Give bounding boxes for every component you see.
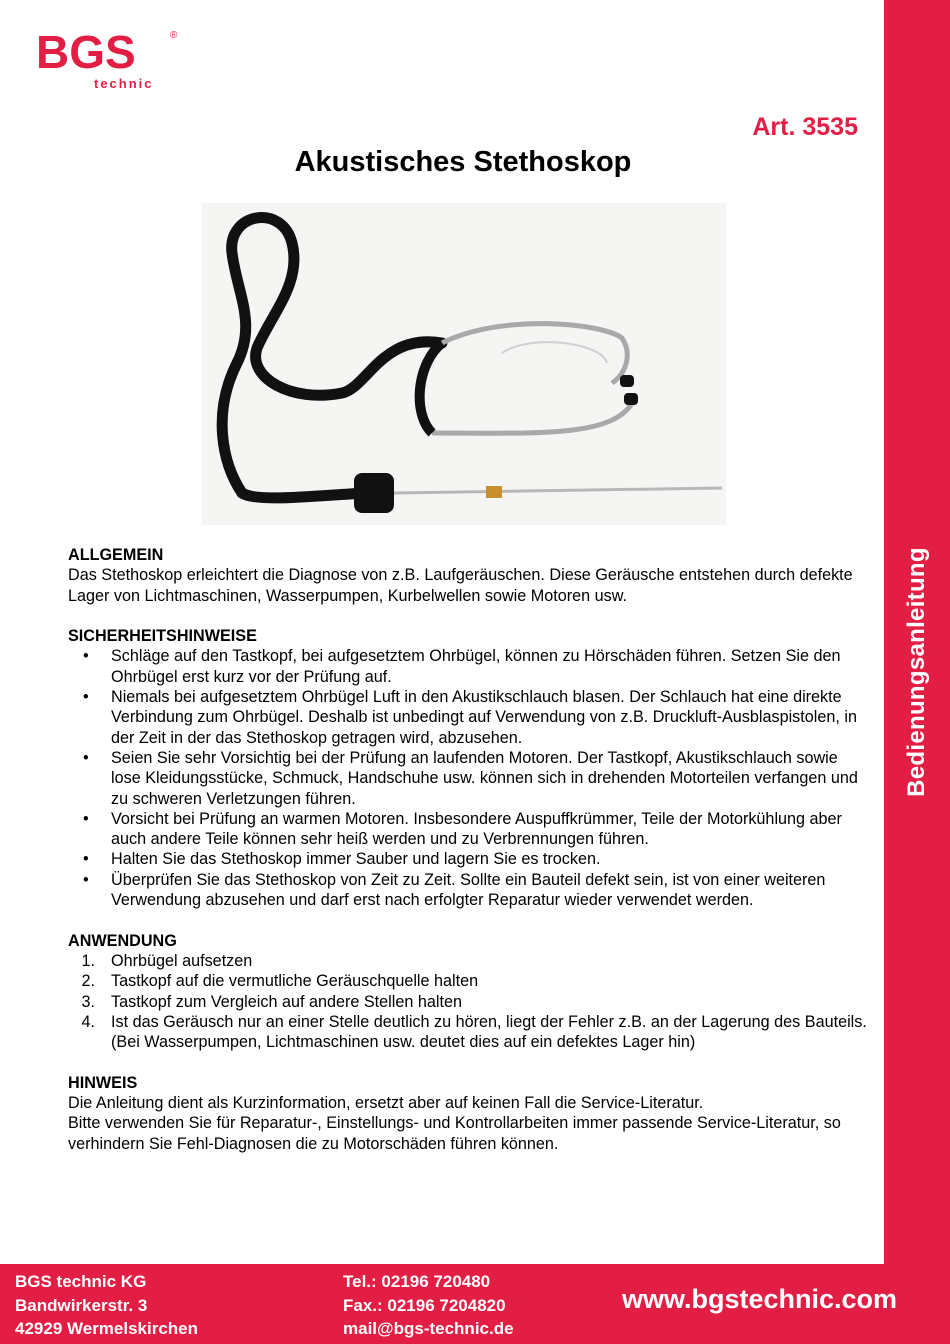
list-item-text: Vorsicht bei Prüfung an warmen Motoren. Insbesondere Auspuffkrümmer, Teile der Motorkühlung aber auch andere Teile können sehr heiß werden und zu Verbrennungen führen. — [111, 809, 842, 849]
list-item-text: Seien Sie sehr Vorsichtig bei der Prüfung an laufenden Motoren. Der Tastkopf, Akustikschlauch sowie lose Kleidungsstücke, Schmuck, Handschuhe usw. können sich in drehenden Motorteilen verfangen und zu schweren Verletzungen führen. — [111, 748, 858, 808]
footer-email-link[interactable]: mail@bgs-technic.de — [343, 1319, 514, 1338]
step-text: Tastkopf zum Vergleich auf andere Stellen halten — [111, 992, 462, 1011]
list-item — [68, 992, 868, 1012]
general-text: Das Stethoskop erleichtert die Diagnose von z.B. Laufgeräuschen. Diese Geräusche entstehen durch defekte Lager von Lichtmaschinen, Wasserpumpen, Kurbelwellen sowie Motoren usw. — [68, 566, 853, 605]
list-item — [68, 971, 868, 991]
list-item — [68, 646, 868, 687]
bullet-icon: • — [83, 688, 89, 707]
safety-list — [68, 646, 868, 910]
ear-tip-icon — [624, 393, 638, 405]
list-item — [68, 849, 868, 869]
footer-phone: Tel.: 02196 720480 — [343, 1272, 491, 1291]
tube-icon — [222, 218, 442, 493]
footer-website-link[interactable]: www.bgstechnic.com — [622, 1284, 898, 1314]
bullet-icon: • — [83, 809, 89, 828]
bullet-icon: • — [83, 850, 89, 869]
bullet-icon: • — [83, 870, 89, 889]
list-item — [68, 1012, 868, 1053]
footer — [0, 1264, 950, 1344]
list-item — [68, 870, 868, 911]
list-item-text: Schläge auf den Tastkopf, bei aufgesetztem Ohrbügel, können zu Hörschäden führen. Setzen Sie den Ohrbügel erst kurz vor der Prüfung auf. — [111, 647, 841, 686]
section-usage — [68, 931, 868, 1053]
article-number: Art. 3535 — [752, 113, 858, 141]
logo-text: BGS — [36, 26, 136, 78]
section-note — [68, 1073, 868, 1154]
ear-spring-icon — [502, 342, 607, 363]
stethoscope-illustration — [202, 203, 726, 525]
list-item-text: Niemals bei aufgesetztem Ohrbügel Luft in den Akustikschlauch blasen. Der Schlauch hat eine direkte Verbindung zum Ohrbügel. Deshalb ist unbedingt auf Verwendung von z.B. Druckluft-Ausblaspistolen, in der Zeit in der das Stethoskop getragen wird, abzusehen. — [111, 688, 857, 747]
list-item — [68, 748, 868, 809]
footer-street: Bandwirkerstr. 3 — [15, 1295, 148, 1315]
probe-rod-icon — [394, 488, 722, 493]
note-line-1: Die Anleitung dient als Kurzinformation, ersetzt aber auf keinen Fall die Service-Literatur. — [68, 1094, 704, 1113]
product-image — [202, 203, 726, 525]
heading-note: HINWEIS — [68, 1073, 138, 1092]
section-safety — [68, 626, 868, 910]
footer-company: BGS technic KG — [15, 1272, 147, 1291]
footer-fax: Fax.: 02196 7204820 — [343, 1295, 506, 1315]
ear-tip-icon — [620, 375, 634, 387]
page-title: Akustisches Stethoskop — [294, 146, 632, 178]
step-number: 3. — [81, 992, 95, 1011]
footer-city: 42929 Wermelskirchen — [15, 1319, 199, 1338]
heading-safety: SICHERHEITSHINWEISE — [68, 627, 257, 646]
footer-contact — [343, 1270, 514, 1341]
step-text: Ohrbügel aufsetzen — [111, 951, 253, 970]
probe-head-icon — [354, 473, 394, 513]
heading-general: ALLGEMEIN — [68, 546, 164, 564]
list-item-text: Überprüfen Sie das Stethoskop von Zeit zu Zeit. Sollte ein Bauteil defekt sein, ist von einer weiteren Verwendung abzusehen und darf erst nach erfolgter Reparatur wieder verwendet werden. — [111, 870, 826, 910]
bullet-icon: • — [83, 748, 89, 767]
tube-end-icon — [242, 493, 367, 498]
usage-steps — [68, 951, 868, 1052]
bullet-icon: • — [83, 647, 89, 666]
list-item — [68, 951, 868, 971]
ear-tube-lower-icon — [432, 403, 632, 433]
step-number: 2. — [81, 972, 95, 991]
instructions — [68, 545, 868, 1174]
y-tube-icon — [420, 343, 442, 433]
registered-mark: ® — [170, 30, 178, 41]
note-line-2: Bitte verwenden Sie für Reparatur-, Einstellungs- und Kontrollarbeiten immer passende Service-Literatur, so verhindern Sie Fehl-Diagnosen die zu Motorschäden führen können. — [68, 1114, 841, 1153]
side-bar-label: Bedienungsanleitung — [903, 547, 930, 797]
logo-subtext: technic — [94, 76, 154, 91]
footer-address — [15, 1270, 198, 1341]
heading-usage: ANWENDUNG — [68, 931, 177, 950]
step-text: Tastkopf auf die vermutliche Geräuschquelle halten — [111, 972, 479, 991]
step-number: 1. — [81, 951, 95, 970]
list-item — [68, 809, 868, 850]
section-general — [68, 545, 868, 606]
step-number: 4. — [81, 1012, 95, 1031]
list-item-text: Halten Sie das Stethoskop immer Sauber und lagern Sie es trocken. — [111, 850, 601, 869]
probe-coupler-icon — [486, 486, 502, 498]
list-item — [68, 687, 868, 748]
step-text: Ist das Geräusch nur an einer Stelle deutlich zu hören, liegt der Fehler z.B. an der Lagerung des Bauteils. (Bei Wasserpumpen, Lichtmaschinen usw. deutet dies auf ein defektes Lager hin) — [111, 1012, 867, 1052]
bgs-logo — [36, 26, 181, 96]
bgs-logo-mark — [36, 26, 181, 96]
